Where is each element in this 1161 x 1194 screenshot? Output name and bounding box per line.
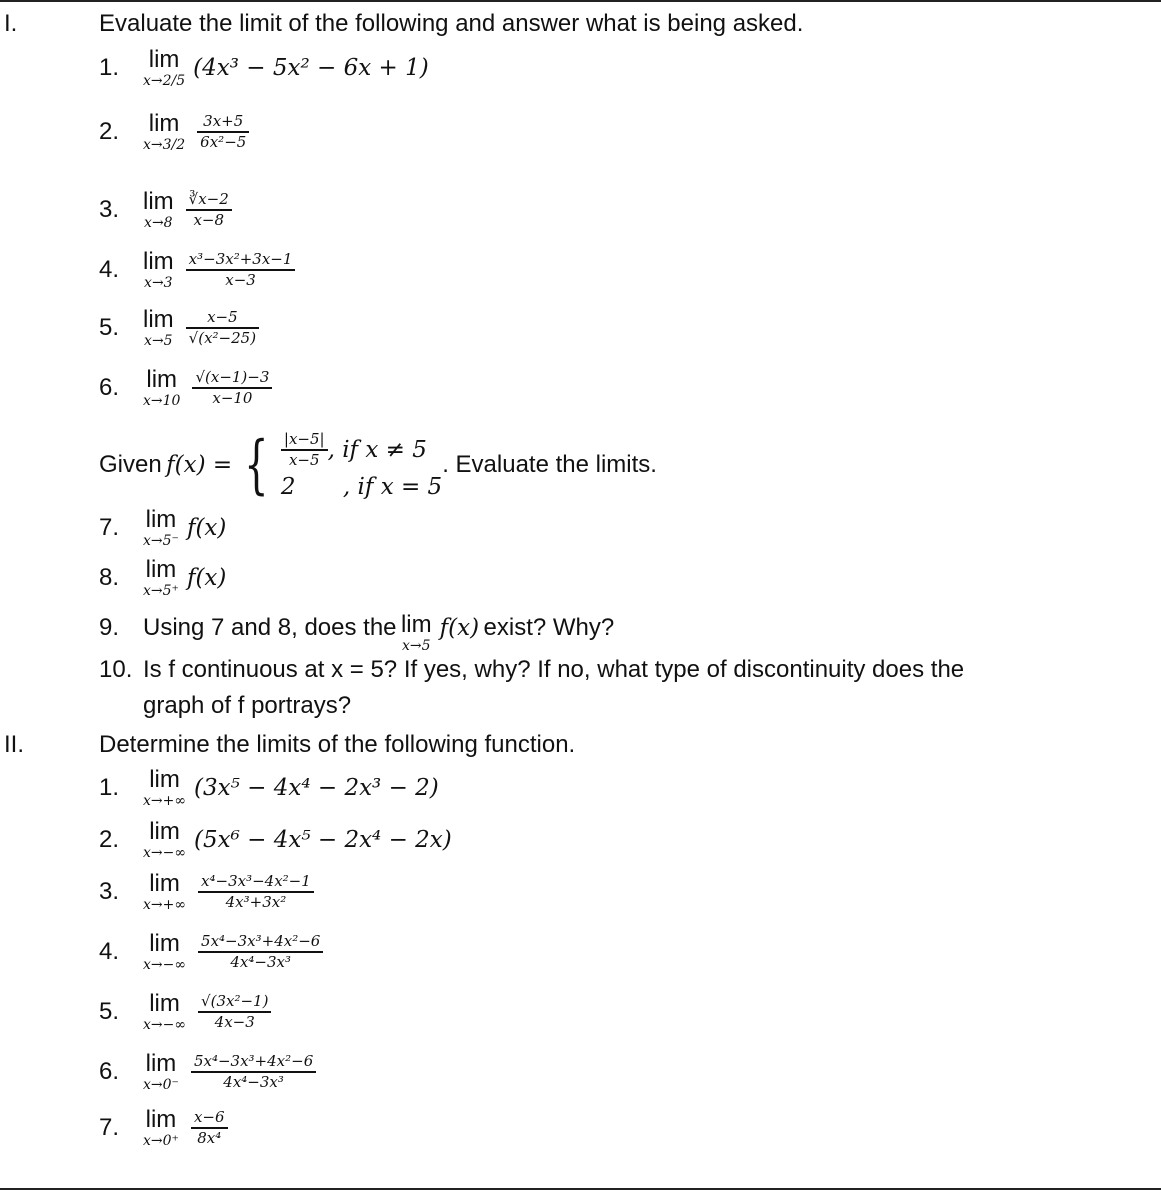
problem-1-1: 1. lim x→2/5 (4x³ − 5x² − 6x + 1) — [99, 46, 429, 89]
problem-2-3: 3. lim x→+∞ $\frac{\text{x⁴−3x³−4x²−1}}{\text{4x³+3x²}}$ — [99, 862, 314, 922]
problem-2-7: 7. lim x→0⁺ $\frac{x-6}{\text{8x⁴}}$ — [99, 1098, 228, 1158]
bottom-rule — [0, 1188, 1161, 1190]
problem-1-4: 4. lim x→3 $\frac{\text{x³−3x²+3x−1}}{x-3}$ — [99, 240, 295, 300]
problem-1-3: 3. lim x→8 $\frac{∛x-2}{x-8}$ — [99, 180, 232, 240]
problem-2-1: 1. lim x→+∞ (3x⁵ − 4x⁴ − 2x³ − 2) — [99, 766, 439, 809]
problem-1-5: 5. lim x→5 $\frac{x-5}{\text{√(x²−25)}}$ — [99, 298, 259, 358]
problem-2-5: 5. lim x→−∞ $\frac{\text{√(3x²−1)}}{4x-3}$ — [99, 982, 271, 1042]
fraction: $\frac{∛x-2}{x-8}$ — [186, 190, 232, 230]
problem-1-10: 10. Is f continuous at x = 5? If yes, why? If no, what type of discontinuity does the — [99, 656, 965, 683]
section-2-heading: II. Determine the limits of the following function. — [4, 731, 576, 758]
section-title: Evaluate the limit of the following and answer what is being asked. — [99, 10, 804, 37]
problem-1-6: 6. lim x→10 $\frac{√(x-1)-3}{x-10}$ — [99, 358, 272, 418]
problem-2-6: 6. lim x→0⁻ $\frac{\text{5x⁴−3x³+4x²−6}}{\text{4x⁴−3x³}}$ — [99, 1042, 316, 1102]
fraction: $\frac{\text{x³−3x²+3x−1}}{x-3}$ — [186, 250, 296, 290]
problem-1-7: 7. lim x→5⁻ f(x) — [99, 506, 227, 549]
problem-2-4: 4. lim x→−∞ $\frac{\text{5x⁴−3x³+4x²−6}}{\text{4x⁴−3x³}}$ — [99, 922, 323, 982]
given-piecewise: Given f(x) = { $\frac{|x-5|}{x-5}$ , if x ≠ 5 2 , if x = 5 . Evaluate the limits. — [99, 428, 657, 502]
problem-1-10-continuation: graph of f portrays? — [143, 692, 352, 719]
problem-1-2: 2. lim x→3/2 $\frac{3x+5}{\text{6x²−5}}$ — [99, 102, 249, 162]
fraction: $\frac{√(x-1)-3}{x-10}$ — [192, 368, 272, 408]
fraction: $\frac{x-5}{\text{√(x²−25)}}$ — [186, 308, 259, 348]
problem-2-2: 2. lim x→−∞ (5x⁶ − 4x⁵ − 2x⁴ − 2x) — [99, 818, 452, 861]
section-numeral: I. — [4, 10, 18, 37]
fraction: $\frac{3x+5}{\text{6x²−5}}$ — [197, 112, 249, 152]
left-brace-icon: { — [244, 428, 269, 502]
problem-1-9: 9. Using 7 and 8, does the lim x→5 f(x) exist? Why? — [99, 611, 615, 654]
top-rule — [0, 0, 1161, 2]
section-1-heading — [0, 10, 1161, 40]
problem-1-8: 8. lim x→5⁺ f(x) — [99, 556, 227, 599]
